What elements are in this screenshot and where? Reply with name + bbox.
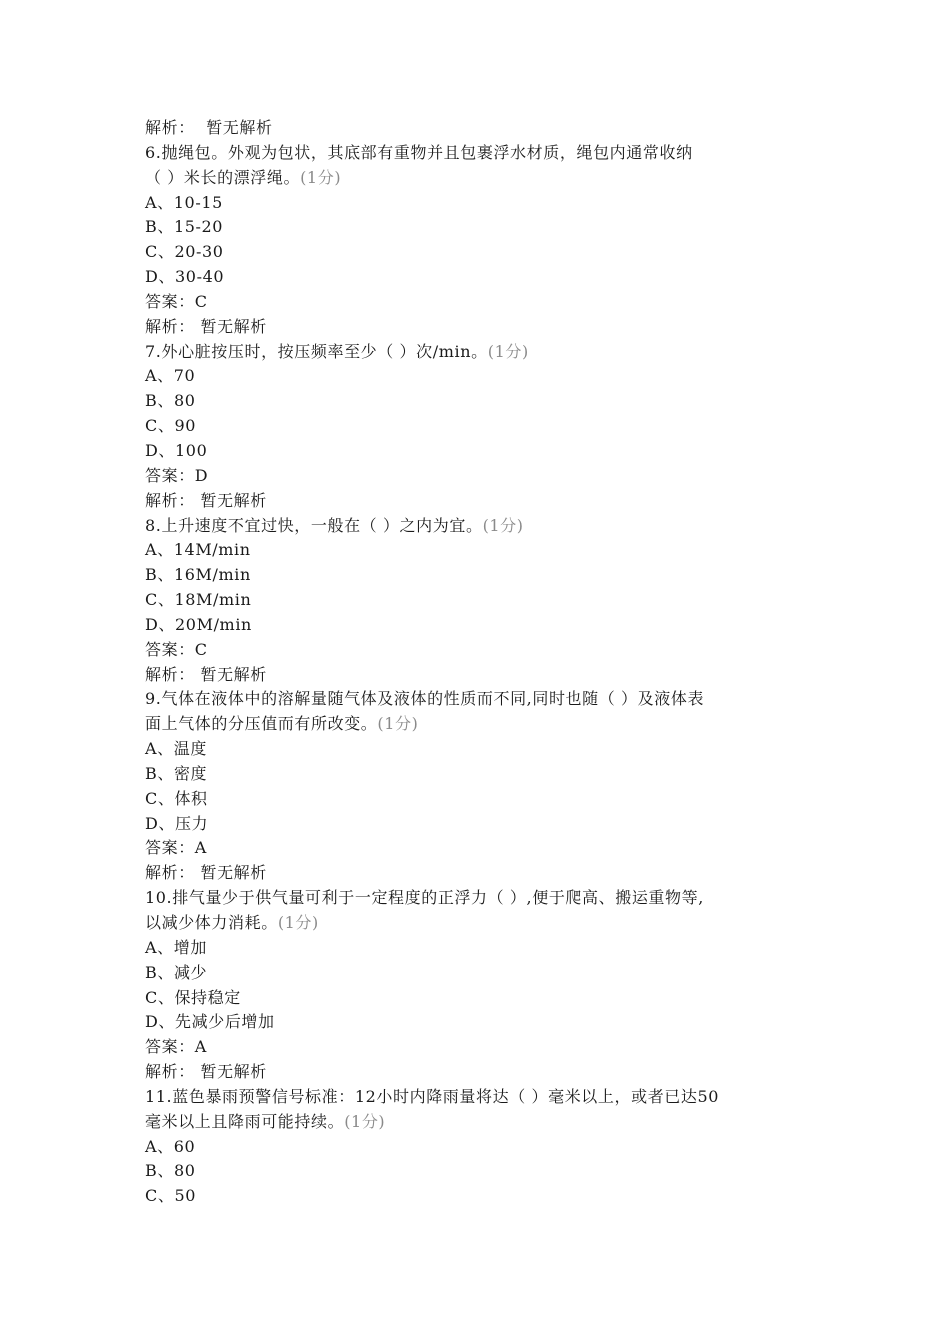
question-text: 10.排气量少于供气量可利于一定程度的正浮力（ ）,便于爬高、搬运重物等,	[145, 888, 704, 908]
question-text: 7.外心脏按压时，按压频率至少（ ）次/min。(1分)	[145, 341, 529, 361]
question-10	[145, 886, 845, 1085]
option-a: A、增加	[145, 937, 207, 957]
analysis: 解析： 暂无解析	[145, 1062, 267, 1082]
option-d: D、100	[145, 440, 208, 460]
analysis: 解析： 暂无解析	[145, 664, 267, 684]
option-a: A、10-15	[145, 192, 223, 212]
score-label: (1分)	[377, 714, 419, 734]
score-label: (1分)	[344, 1111, 386, 1131]
analysis: 解析： 暂无解析	[145, 863, 267, 883]
option-d: D、先减少后增加	[145, 1012, 275, 1032]
answer: 答案：C	[145, 639, 208, 659]
question-text: （ ）米长的漂浮绳。(1分)	[145, 167, 342, 187]
option-b: B、15-20	[145, 217, 224, 237]
option-c: C、90	[145, 416, 197, 436]
question-11	[145, 1085, 845, 1209]
answer: 答案：A	[145, 1037, 207, 1057]
question-text: 面上气体的分压值而有所改变。(1分)	[145, 714, 419, 734]
question-text: 以减少体力消耗。(1分)	[145, 913, 319, 932]
answer: 答案：C	[145, 291, 208, 311]
question-6	[145, 141, 845, 340]
option-b: B、减少	[145, 962, 208, 982]
option-b: B、80	[145, 391, 196, 411]
question-text: 8.上升速度不宜过快，一般在（ ）之内为宜。(1分)	[145, 515, 524, 535]
question-7	[145, 340, 845, 514]
analysis: 解析： 暂无解析	[145, 316, 267, 336]
answer: 答案：D	[145, 465, 209, 485]
document-page	[145, 116, 845, 1209]
option-c: C、18M/min	[145, 590, 252, 610]
option-c: C、50	[145, 1186, 197, 1206]
question-text: 6.抛绳包。外观为包状，其底部有重物并且包裹浮水材质，绳包内通常收纳	[145, 142, 693, 162]
option-a: A、70	[145, 366, 196, 386]
score-label: (1分)	[277, 913, 319, 932]
question-text: 11.蓝色暴雨预警信号标准：12小时内降雨量将达（ ）毫米以上，或者已达50	[145, 1086, 720, 1106]
analysis: 解析： 暂无解析	[145, 490, 267, 510]
option-a: A、60	[145, 1136, 196, 1156]
option-b: B、16M/min	[145, 565, 251, 585]
question-9	[145, 687, 845, 886]
question-text: 9.气体在液体中的溶解量随气体及液体的性质而不同,同时也随（ ）及液体表	[145, 689, 705, 709]
option-d: D、30-40	[145, 267, 225, 287]
option-d: D、20M/min	[145, 614, 252, 634]
score-label: (1分)	[487, 341, 529, 361]
score-label: (1分)	[300, 167, 342, 187]
option-c: C、20-30	[145, 242, 224, 262]
option-b: B、密度	[145, 763, 208, 783]
option-d: D、压力	[145, 813, 209, 833]
question-8	[145, 514, 845, 688]
option-a: A、14M/min	[145, 540, 251, 560]
option-b: B、80	[145, 1161, 196, 1181]
option-a: A、温度	[145, 739, 207, 759]
option-c: C、保持稳定	[145, 987, 241, 1007]
question-text: 毫米以上且降雨可能持续。(1分)	[145, 1111, 386, 1131]
option-c: C、体积	[145, 788, 208, 808]
score-label: (1分)	[482, 515, 524, 535]
top-analysis: 解析： 暂无解析	[145, 118, 273, 137]
answer: 答案：A	[145, 838, 207, 858]
